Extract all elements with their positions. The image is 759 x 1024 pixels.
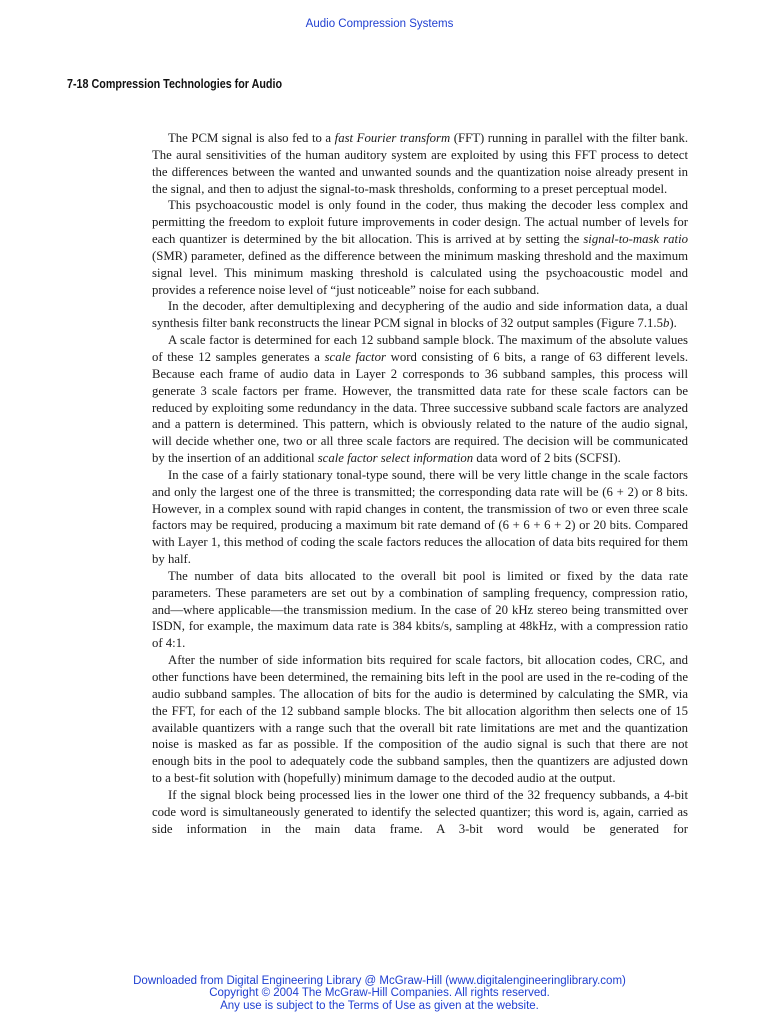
footer-terms-line: Any use is subject to the Terms of Use as given at the website. bbox=[220, 999, 539, 1012]
section-heading: 7-18 Compression Technologies for Audio bbox=[67, 77, 283, 91]
footer bbox=[0, 975, 759, 1012]
body-text bbox=[152, 130, 688, 837]
paragraph-fft: The PCM signal is also fed to a fast Fourier transform (FFT) running in parallel with the filter bank. The aural sensitivities of the human auditory system are exploited by using this FFT process to detect the differences between the wanted and unwanted sounds and the quantization noise already present in the signal, and then to adjust the signal-to-mask thresholds, conforming to a preset perceptual model. bbox=[152, 131, 689, 196]
footer-copyright-line: Copyright © 2004 The McGraw-Hill Companies. All rights reserved. bbox=[209, 987, 550, 1000]
paragraph-quantizer-code: If the signal block being processed lies in the lower one third of the 32 frequency subbands, a 4-bit code word is simultaneously generated to identify the selected quantizer; this word is, again, carried as side information in the main data frame. A 3-bit word would be generated for bbox=[152, 787, 688, 836]
paragraph-bit-allocation: After the number of side information bits required for scale factors, bit allocation codes, CRC, and other functions have been determined, the remaining bits left in the pool are used in the re-coding of the audio subband samples. The allocation of bits for the audio is determined by calculating the SMR, via the FFT, for each of the 12 subband sample blocks. The bit allocation algorithm then selects one of 15 available quantizers with a range such that the overall bit rate limitations are met and the quantization noise is masked as far as possible. If the composition of the audio signal is such that there are not enough bits in the pool to adequately code the subband samples, then the quantizers are adjusted down to a best-fit solution with (hopefully) minimum damage to the decoded audio at the output. bbox=[152, 653, 688, 786]
paragraph-decoder: In the decoder, after demultiplexing and decyphering of the audio and side information data, a dual synthesis filter bank reconstructs the linear PCM signal in blocks of 32 output samples (Figure 7.1.5b). bbox=[152, 299, 688, 331]
paragraph-scale-factor: A scale factor is determined for each 12 subband sample block. The maximum of the absolute values of these 12 samples generates a scale factor word consisting of 6 bits, a range of 63 different levels. Because each frame of audio data in Layer 2 corresponds to 36 subband samples, this process will generate 3 scale factors per frame. However, the transmitted data rate for these scale factors can be reduced by exploiting some redundancy in the data. Three successive subband scale factors are analyzed and a pattern is determined. This pattern, which is obviously related to the nature of the audio signal, will decide whether one, two or all three scale factors are required. The decision will be communicated by the insertion of an additional scale factor select information data word of 2 bits (SCFSI). bbox=[152, 333, 689, 466]
paragraph-psychoacoustic-model: This psychoacoustic model is only found in the coder, thus making the decoder less complex and permitting the freedom to exploit future improvements in coder design. The actual number of levels for each quantizer is determined by the bit allocation. This is arrived at by setting the signal-to-mask ratio (SMR) parameter, defined as the difference between the minimum masking threshold and the maximum signal level. This minimum masking threshold is calculated using the psychoacoustic model and provides a reference noise level of “just noticeable” noise for each subband. bbox=[152, 198, 688, 297]
footer-download-line: Downloaded from Digital Engineering Library @ McGraw-Hill (www.digitalengineeringlibrary.com) bbox=[133, 975, 626, 987]
paragraph-bit-pool: The number of data bits allocated to the overall bit pool is limited or fixed by the data rate parameters. These parameters are set out by a combination of sampling frequency, compression ratio, and—where applicable—the transmission medium. In the case of 20 kHz stereo being transmitted over ISDN, for example, the maximum data rate is 384 kbits/s, sampling at 48kHz, with a compression ratio of 4:1. bbox=[152, 568, 688, 651]
paragraph-tonal-sound: In the case of a fairly stationary tonal-type sound, there will be very little change in the scale factors and only the largest one of the three is transmitted; the corresponding data rate will be (6 + 2) or 8 bits. However, in a complex sound with rapid changes in content, the transmission of two or even three scale factors may be required, producing a maximum bit rate demand of (6 + 6 + 6 + 2) or 20 bits. Compared with Layer 1, this method of coding the scale factors reduces the allocation of data bits required for them by half. bbox=[152, 467, 688, 567]
running-header-title: Audio Compression Systems bbox=[305, 18, 454, 30]
